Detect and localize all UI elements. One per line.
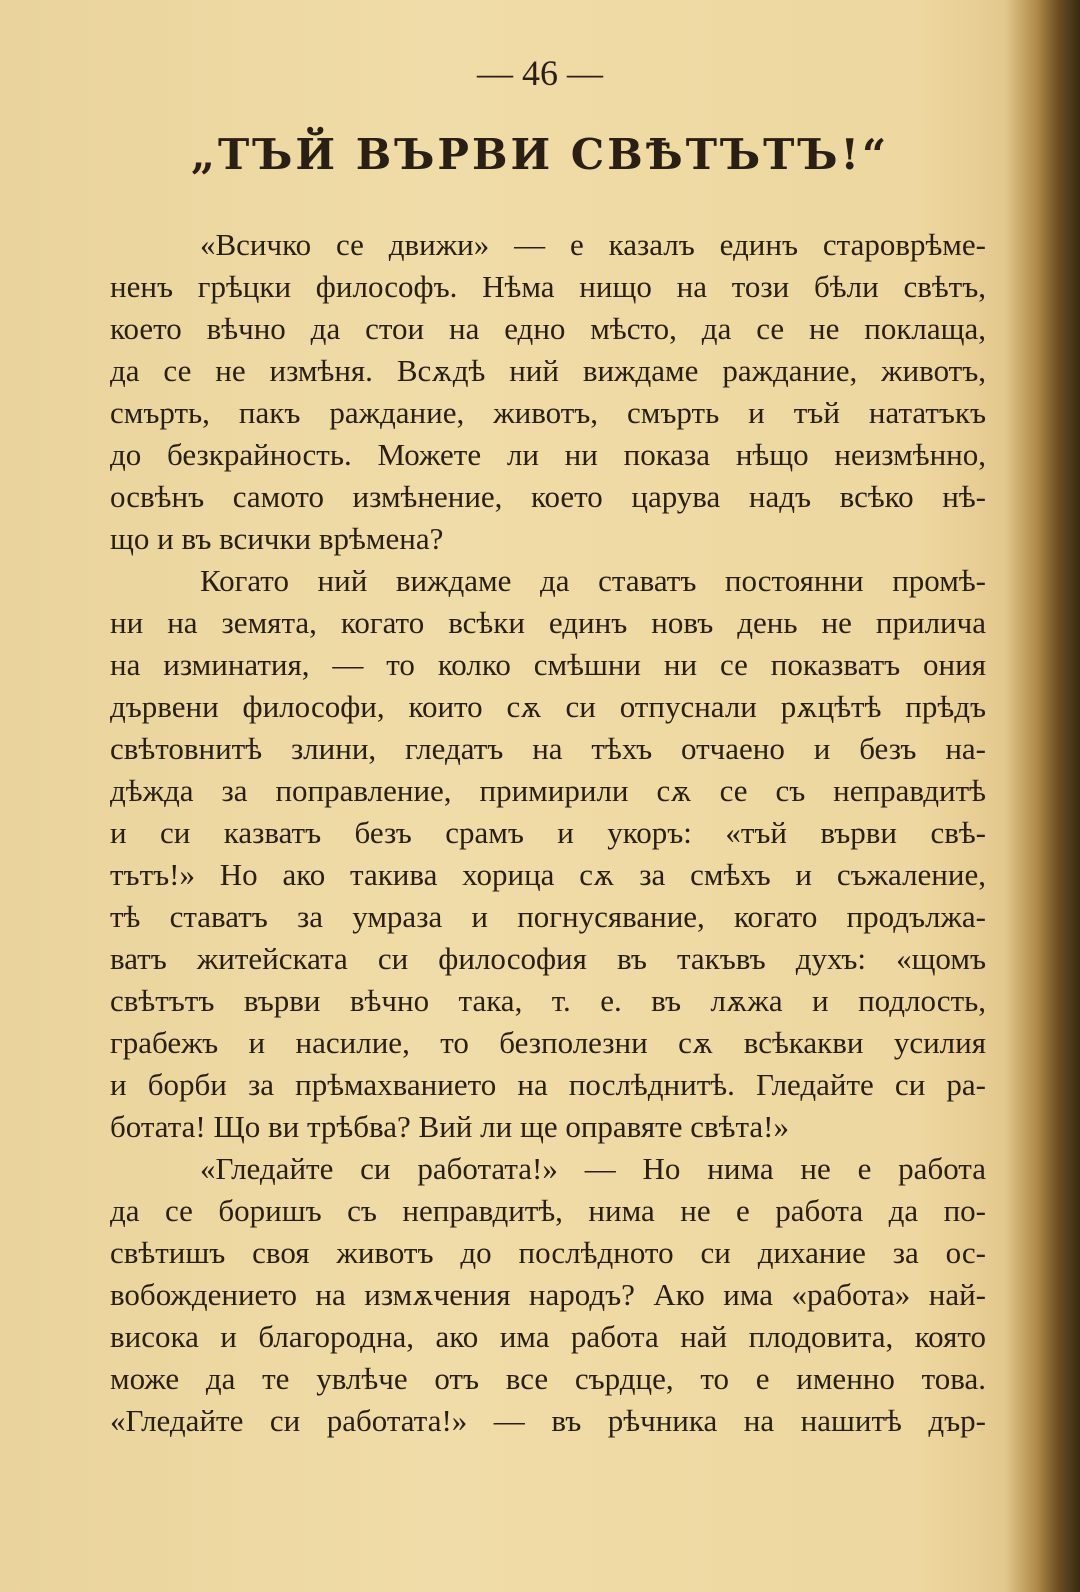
text-line-content: тѣ ставатъ за умраза и погнусявание, когато продължа-: [110, 899, 986, 934]
text-line: [110, 896, 986, 938]
text-line: [110, 812, 986, 854]
text-line: [110, 602, 986, 644]
text-line-content: да се боришъ съ неправдитѣ, нима не е работа да по-: [110, 1193, 986, 1228]
text-line-content: ботата! Що ви трѣбва? Вий ли ще оправяте свѣта!»: [110, 1109, 789, 1144]
text-line-content: и борби за прѣмахванието на послѣднитѣ. Гледайте си ра-: [110, 1067, 986, 1102]
text-line: [110, 434, 986, 476]
text-line-content: ненъ грѣцки философъ. Нѣма нищо на този бѣли свѣтъ,: [110, 269, 986, 304]
text-line: [110, 476, 986, 518]
text-line: [110, 308, 986, 350]
text-line-content: «Гледайте си работата!» — Но нима не е работа: [200, 1151, 986, 1186]
text-line-content: «Всичко се движи» — е казалъ единъ староврѣме-: [200, 227, 986, 262]
text-line: [110, 1316, 986, 1358]
text-line-content: дѣжда за поправление, примирили сѫ се съ неправдитѣ: [110, 773, 986, 808]
text-line-content: висока и благородна, ако има работа най плодовита, която: [110, 1319, 986, 1354]
text-line: [110, 644, 986, 686]
text-line-content: на изминатия, — то колко смѣшни ни се показватъ ония: [110, 647, 986, 682]
text-line-content: що и въ всички врѣмена?: [110, 521, 444, 556]
text-line-content: грабежъ и насилие, то безполезни сѫ всѣкакви усилия: [110, 1025, 986, 1060]
text-line: [110, 1232, 986, 1274]
text-line: [110, 770, 986, 812]
text-line: [110, 1190, 986, 1232]
page-number: — 46 —: [477, 53, 603, 93]
text-line-content: и си казватъ безъ срамъ и укоръ: «тъй върви свѣ-: [110, 815, 986, 850]
text-line-content: Когато ний виждаме да ставатъ постоянни промѣ-: [200, 563, 986, 598]
text-line-content: ватъ житейската си философия въ такъвъ духъ: «щомъ: [110, 941, 986, 976]
text-line-content: освѣнъ самото измѣнение, което царува надъ всѣко нѣ-: [110, 479, 986, 514]
text-line: [110, 728, 986, 770]
text-line: [110, 1106, 986, 1148]
text-line: [110, 518, 986, 560]
text-line-content: свѣтътъ върви вѣчно така, т. е. въ лѫжа и подлость,: [110, 983, 986, 1018]
text-line: [200, 560, 986, 602]
text-line: [110, 392, 986, 434]
text-line-content: свѣтовнитѣ злини, гледатъ на тѣхъ отчаено и безъ на-: [110, 731, 986, 766]
text-line: [110, 1400, 986, 1442]
text-line-content: може да те увлѣче отъ все сърдце, то е именно това.: [110, 1361, 986, 1396]
text-line-content: вобождението на измѫчения народъ? Ако има «работа» най-: [110, 1277, 986, 1312]
text-line: [110, 350, 986, 392]
text-line: [110, 980, 986, 1022]
text-line: [110, 1358, 986, 1400]
text-line: [200, 224, 986, 266]
text-line-content: дървени философи, които сѫ си отпуснали рѫцѣтѣ прѣдъ: [110, 689, 986, 724]
text-line: [200, 1148, 986, 1190]
text-line-content: тътъ!» Но ако такива хорица сѫ за смѣхъ и съжаление,: [110, 857, 986, 892]
text-line-content: което вѣчно да стои на едно мѣсто, да се не поклаща,: [110, 311, 986, 346]
text-line: [110, 266, 986, 308]
text-line-content: смърть, пакъ раждание, животъ, смърть и тъй нататъкъ: [110, 395, 986, 430]
text-line: [110, 1274, 986, 1316]
text-line-content: ни на земята, когато всѣки единъ новъ день не прилича: [110, 605, 986, 640]
text-line: [110, 1064, 986, 1106]
text-line: [110, 938, 986, 980]
text-line-content: «Гледайте си работата!» — въ рѣчника на нашитѣ дър-: [110, 1403, 986, 1438]
text-line-content: да се не измѣня. Всѫдѣ ний виждаме раждание, животъ,: [110, 353, 986, 388]
chapter-title: „ТЪЙ ВЪРВИ СВѢТЪТЪ!“: [190, 130, 890, 179]
text-line-content: свѣтишъ своя животъ до послѣдното си дихание за ос-: [110, 1235, 986, 1270]
text-line: [110, 686, 986, 728]
text-line: [110, 1022, 986, 1064]
text-line: [110, 854, 986, 896]
text-line-content: до безкрайность. Можете ли ни показа нѣщо неизмѣнно,: [110, 437, 986, 472]
